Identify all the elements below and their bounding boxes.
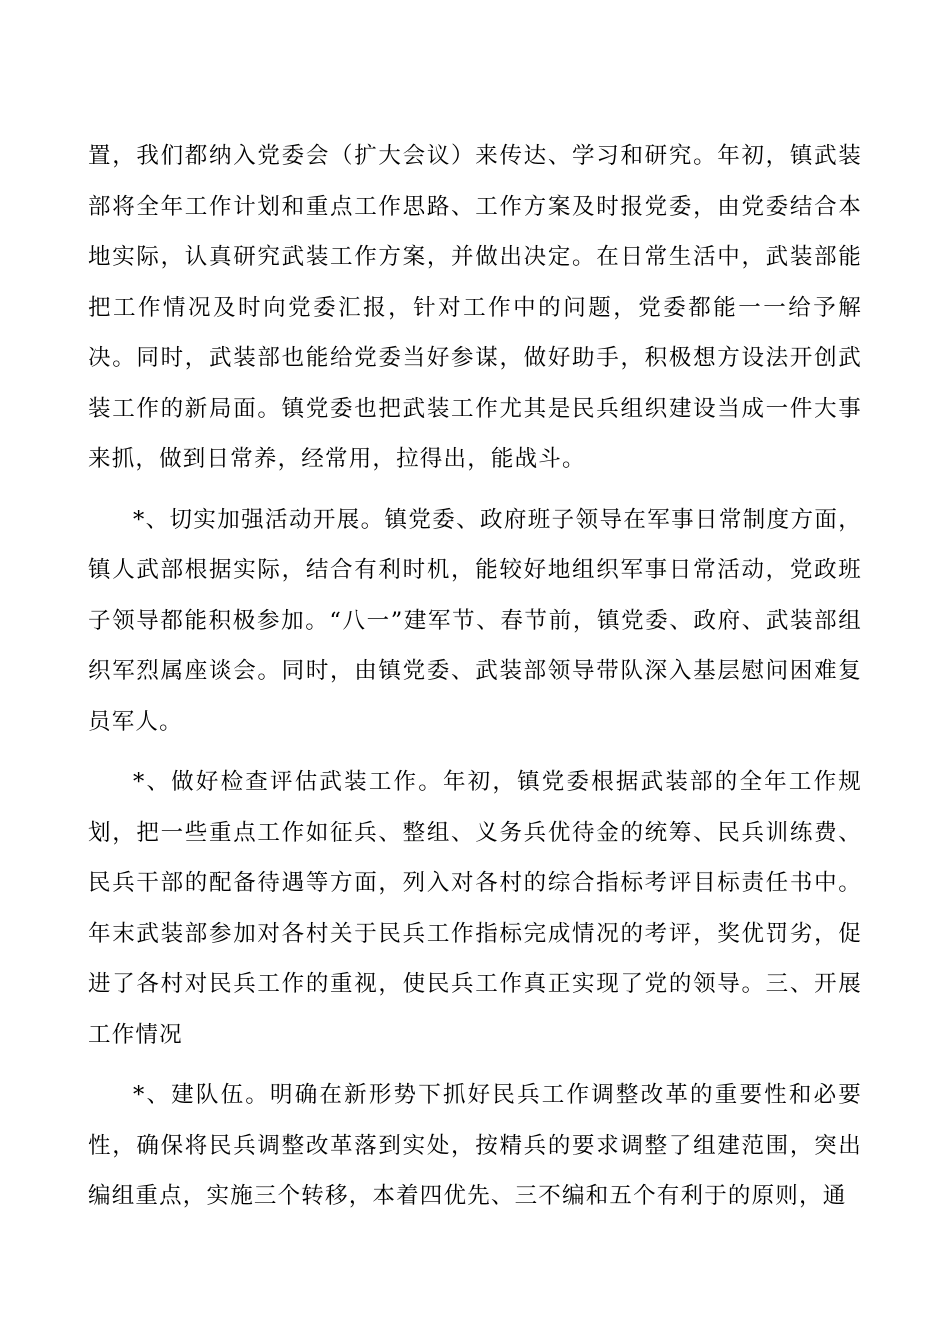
paragraph-continuation: 置，我们都纳入党委会（扩大会议）来传达、学习和研究。年初，镇武装部将全年工作计划和重点工作思路、工作方案及时报党委，由党委结合本地实际，认真研究武装工作方案，并做出决定。在日常生活中，武装部能把工作情况及时向党委汇报，针对工作中的问题，党委都能一一给予解决。同时，武装部也能给党委当好参谋，做好助手，积极想方设法开创武装工作的新局面。镇党委也把武装工作尤其是民兵组织建设当成一件大事来抓，做到日常养，经常用，拉得出，能战斗。	[88, 143, 862, 472]
paragraph-team-building: *、建队伍。明确在新形势下抓好民兵工作调整改革的重要性和必要性，确保将民兵调整改革落到实处，按精兵的要求调整了组建范围，突出编组重点，实施三个转移，本着四优先、三不编和五个有利于的原则，通	[88, 1082, 862, 1209]
paragraph-activities: *、切实加强活动开展。镇党委、政府班子领导在军事日常制度方面，镇人武部根据实际，结合有利时机，能较好地组织军事日常活动，党政班子领导都能积极参加。“八一”建军节、春节前，镇党委、政府、武装部组织军烈属座谈会。同时，由镇党委、武装部领导带队深入基层慰问困难复员军人。	[88, 506, 862, 735]
paragraph-evaluation: *、做好检查评估武装工作。年初，镇党委根据武装部的全年工作规划，把一些重点工作如征兵、整组、义务兵优待金的统筹、民兵训练费、民兵干部的配备待遇等方面，列入对各村的综合指标考评目标责任书中。年末武装部参加对各村关于民兵工作指标完成情况的考评，奖优罚劣，促进了各村对民兵工作的重视，使民兵工作真正实现了党的领导。三、开展工作情况	[88, 769, 862, 1048]
document-body	[88, 131, 862, 1232]
